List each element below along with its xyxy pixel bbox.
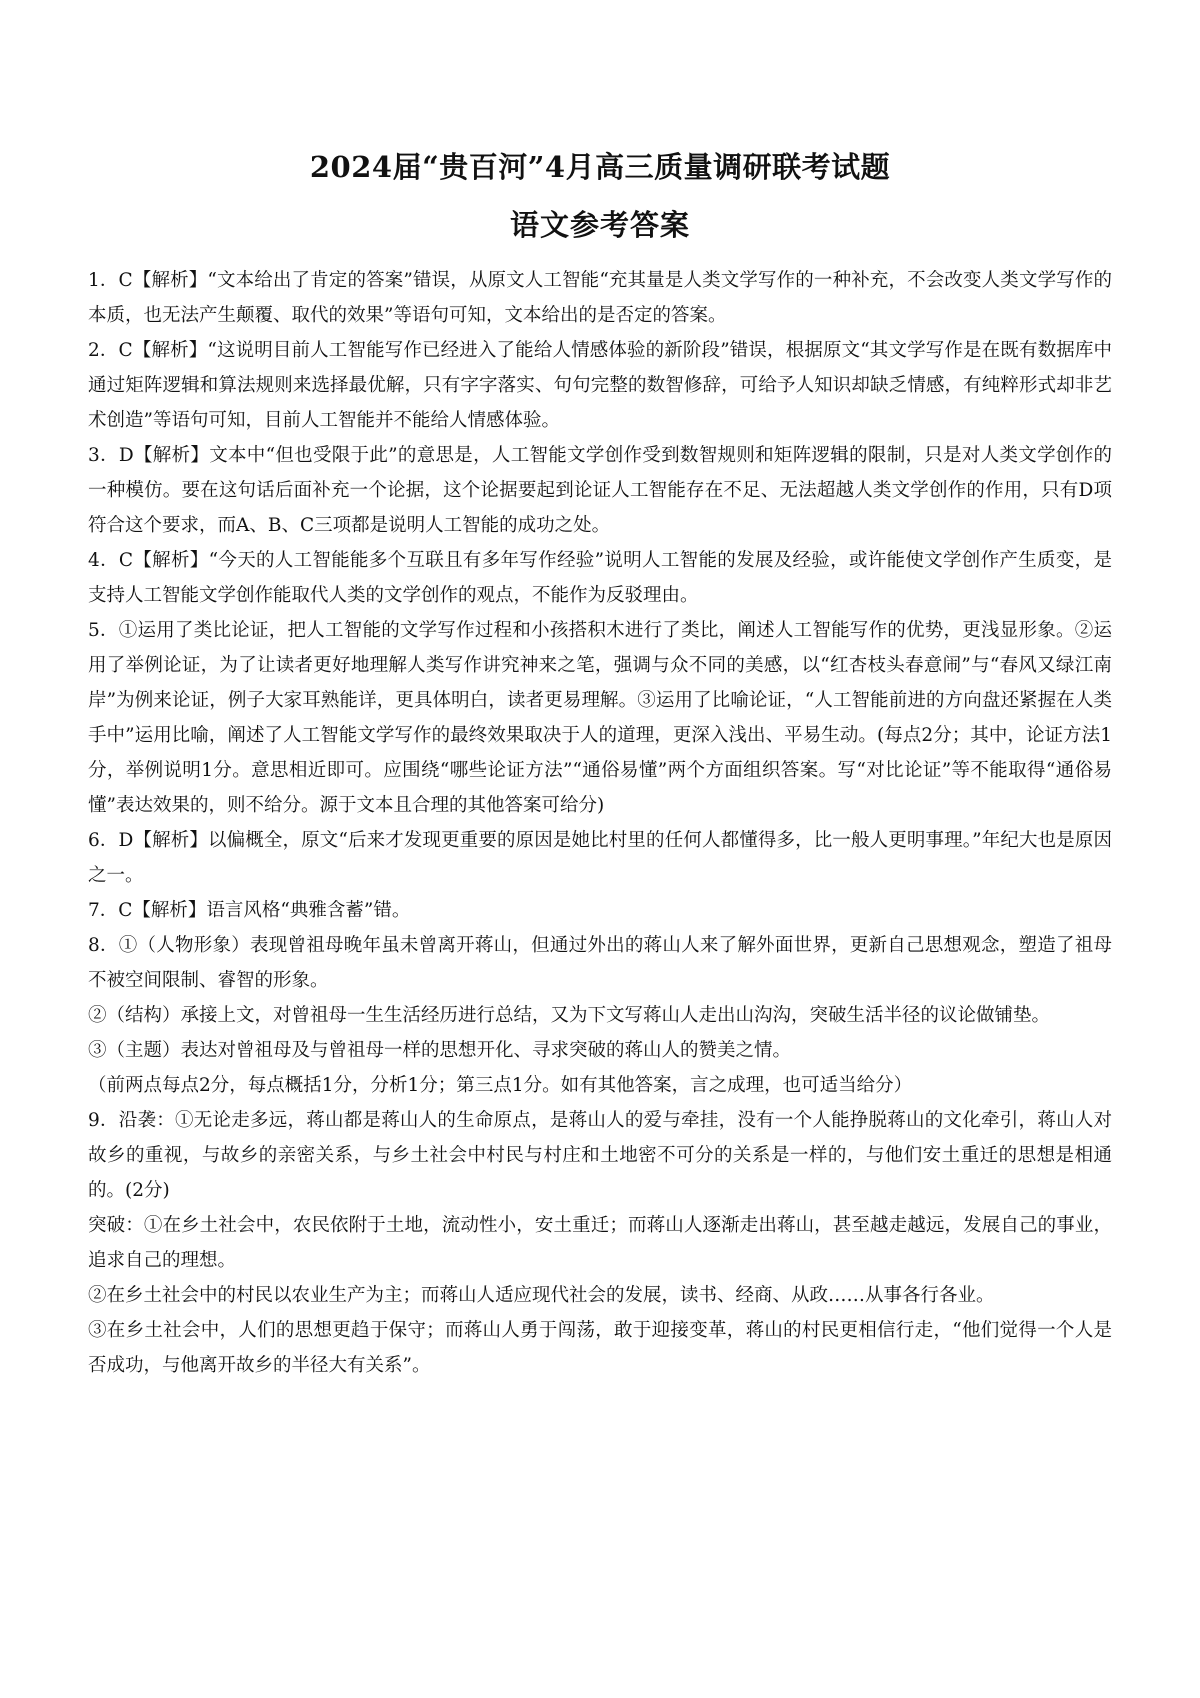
answer-item-7: 7．C【解析】语言风格“典雅含蓄”错。 (88, 900, 411, 921)
answer-item-8-point-3: ③（主题）表达对曾祖母及与曾祖母一样的思想开化、寻求突破的蒋山人的赞美之情。 (88, 1040, 792, 1061)
answer-body (88, 263, 1112, 1383)
answer-item-6: 6．D【解析】以偏概全，原文“后来才发现更重要的原因是她比村里的任何人都懂得多，比一般人更明事理。”年纪大也是原因之一。 (88, 830, 1112, 886)
answer-item-9-breakthrough-3: ③在乡土社会中，人们的思想更趋于保守；而蒋山人勇于闯荡，敢于迎接变革，蒋山的村民更相信行走，“他们觉得一个人是否成功，与他离开故乡的半径大有关系”。 (88, 1320, 1112, 1376)
answer-item-9-breakthrough-2: ②在乡土社会中的村民以农业生产为主；而蒋山人适应现代社会的发展，读书、经商、从政……从事各行各业。 (88, 1285, 995, 1306)
answer-item-1: 1．C【解析】“文本给出了肯定的答案”错误，从原文人工智能“充其量是人类文学写作的一种补充，不会改变人类文学写作的本质，也无法产生颠覆、取代的效果”等语句可知，文本给出的是否定的答案。 (88, 270, 1112, 326)
answer-item-8-scoring-note: （前两点每点2分，每点概括1分，分析1分；第三点1分。如有其他答案，言之成理，也可适当给分） (88, 1075, 913, 1096)
exam-title: 2024届“贵百河”4月高三质量调研联考试题 (309, 150, 891, 184)
answer-key-title: 语文参考答案 (509, 208, 690, 242)
answer-item-8-point-2: ②（结构）承接上文，对曾祖母一生生活经历进行总结，又为下文写蒋山人走出山沟沟，突破生活半径的议论做铺垫。 (88, 1005, 1051, 1026)
answer-item-8-point-1: 8．①（人物形象）表现曾祖母晚年虽未曾离开蒋山，但通过外出的蒋山人来了解外面世界，更新自己思想观念，塑造了祖母不被空间限制、睿智的形象。 (88, 935, 1112, 991)
answer-item-4: 4．C【解析】“今天的人工智能能多个互联且有多年写作经验”说明人工智能的发展及经验，或许能使文学创作产生质变，是支持人工智能文学创作能取代人类的文学创作的观点，不能作为反驳理由。 (88, 550, 1112, 606)
answer-item-9-inherit: 9．沿袭：①无论走多远，蒋山都是蒋山人的生命原点，是蒋山人的爱与牵挂，没有一个人能挣脱蒋山的文化牵引，蒋山人对故乡的重视，与故乡的亲密关系，与乡土社会中村民与村庄和土地密不可分的关系是一样的，与他们安土重迁的思想是相通的。(2分) (88, 1110, 1112, 1201)
answer-item-3: 3．D【解析】文本中“但也受限于此”的意思是，人工智能文学创作受到数智规则和矩阵逻辑的限制，只是对人类文学创作的一种模仿。要在这句话后面补充一个论据，这个论据要起到论证人工智能存在不足、无法超越人类文学创作的作用，只有D项符合这个要求，而A、B、C三项都是说明人工智能的成功之处。 (88, 445, 1112, 536)
answer-item-2: 2．C【解析】“这说明目前人工智能写作已经进入了能给人情感体验的新阶段”错误，根据原文“其文学写作是在既有数据库中通过矩阵逻辑和算法规则来选择最优解，只有字字落实、句句完整的数智修辞，可给予人知识却缺乏情感，有纯粹形式却非艺术创造”等语句可知，目前人工智能并不能给人情感体验。 (88, 340, 1112, 431)
answer-item-5: 5．①运用了类比论证，把人工智能的文学写作过程和小孩搭积木进行了类比，阐述人工智能写作的优势，更浅显形象。②运用了举例论证，为了让读者更好地理解人类写作讲究神来之笔，强调与众不同的美感，以“红杏枝头春意闹”与“春风又绿江南岸”为例来论证，例子大家耳熟能详，更具体明白，读者更易理解。③运用了比喻论证，“人工智能前进的方向盘还紧握在人类手中”运用比喻，阐述了人工智能文学写作的最终效果取决于人的道理，更深入浅出、平易生动。(每点2分；其中，论证方法1分，举例说明1分。意思相近即可。应围绕“哪些论证方法”“通俗易懂”两个方面组织答案。写“对比论证”等不能取得“通俗易懂”表达效果的，则不给分。源于文本且合理的其他答案可给分) (88, 620, 1112, 816)
answer-item-9-breakthrough-1: 突破：①在乡土社会中，农民依附于土地，流动性小，安土重迁；而蒋山人逐渐走出蒋山，甚至越走越远，发展自己的事业，追求自己的理想。 (88, 1215, 1112, 1271)
